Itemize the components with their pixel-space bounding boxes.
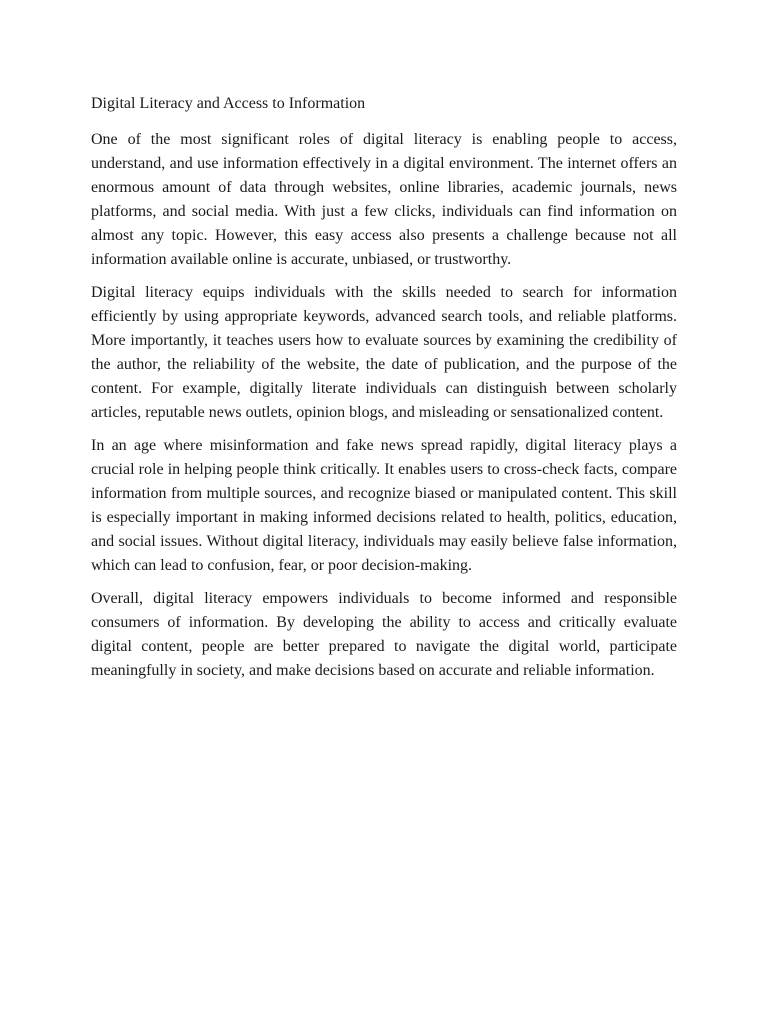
paragraph-access-to-information: One of the most significant roles of digital literacy is enabling people to access, understand, and use information effectively in a digital environment. The internet offers an enormous amount of data through websites, online libraries, academic journals, news platforms, and social media. With just a few clicks, individuals can find information on almost any topic. However, this easy access also presents a challenge because not all information available online is accurate, unbiased, or trustworthy. xyxy=(91,131,677,268)
paragraph-search-and-evaluation-skills: Digital literacy equips individuals with the skills needed to search for information efficiently by using appropriate keywords, advanced search tools, and reliable platforms. More importantly, it teaches users how to evaluate sources by examining the credibility of the author, the reliability of the website, the date of publication, and the purpose of the content. For example, digitally literate individuals can distinguish between scholarly articles, reputable news outlets, opinion blogs, and misleading or sensationalized content. xyxy=(91,284,677,421)
paragraph-conclusion: Overall, digital literacy empowers individuals to become informed and responsible consumers of information. By developing the ability to access and critically evaluate digital content, people are better prepared to navigate the digital world, participate meaningfully in society, and make decisions based on accurate and reliable information. xyxy=(91,590,677,679)
paragraph-misinformation-critical-thinking: In an age where misinformation and fake news spread rapidly, digital literacy plays a crucial role in helping people think critically. It enables users to cross-check facts, compare information from multiple sources, and recognize biased or manipulated content. This skill is especially important in making informed decisions related to health, politics, education, and social issues. Without digital literacy, individuals may easily believe false information, which can lead to confusion, fear, or poor decision-making. xyxy=(91,437,677,574)
document-body xyxy=(91,92,677,692)
document-title: Digital Literacy and Access to Information xyxy=(91,95,366,112)
